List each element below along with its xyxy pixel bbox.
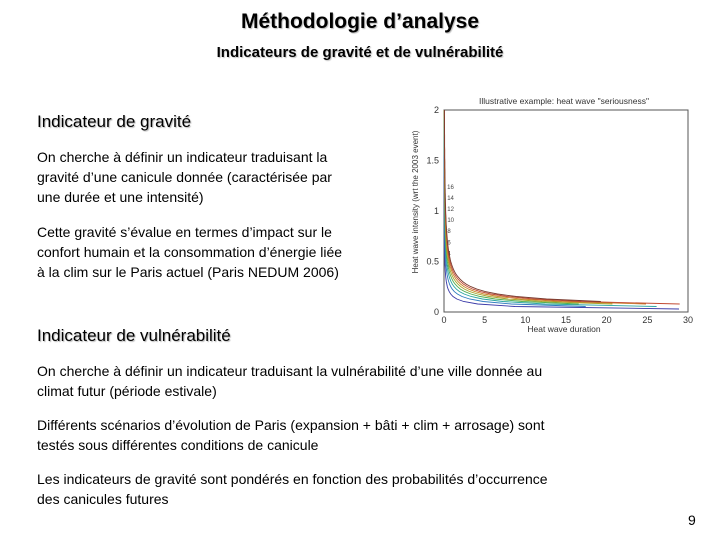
x-tick-label: 10 [520, 315, 531, 325]
contour-label: 4 [447, 251, 451, 258]
x-tick-label: 30 [682, 315, 694, 325]
contour-line [444, 110, 656, 307]
text-line: confort humain et la consommation d’énergie liée [37, 244, 343, 260]
paragraph-ponderation [37, 469, 548, 509]
text-line: des canicules futures [37, 491, 169, 507]
contour-label: 10 [447, 218, 455, 225]
x-tick-label: 20 [601, 315, 612, 325]
paragraph-gravite-definition [37, 147, 332, 207]
contour-lines [444, 110, 680, 309]
page-number: 9 [688, 512, 696, 528]
contour-label: 16 [447, 184, 454, 191]
contour-label: 14 [447, 195, 454, 202]
text-line: à la clim sur le Paris actuel (Paris NEDUM 2006) [37, 264, 339, 280]
text-line: une durée et une intensité) [37, 189, 204, 205]
x-tick-label: 25 [642, 315, 653, 325]
y-tick-label: 2 [433, 105, 439, 115]
contour-label: 6 [447, 240, 451, 247]
paragraph-scenarios [37, 415, 545, 455]
y-ticks [426, 105, 439, 317]
text-line: Différents scénarios d’évolution de Paris (expansion + bâti + clim + arrosage) sont [37, 417, 545, 433]
text-line: gravité d’une canicule donnée (caractérisée par [37, 169, 332, 185]
contour-line [444, 110, 586, 307]
contour-line [444, 110, 679, 304]
slide-subtitle: Indicateurs de gravité et de vulnérabilité [216, 44, 504, 61]
paragraph-vulnerabilite-definition [37, 361, 542, 401]
contour-line [444, 110, 646, 304]
y-axis-label: Heat wave intensity (wrt the 2003 event) [411, 130, 420, 274]
paragraph-gravite-impact [37, 222, 342, 282]
text-line: On cherche à définir un indicateur traduisant la vulnérabilité d’une ville donnée au [37, 363, 543, 379]
y-tick-label: 0 [433, 307, 439, 317]
y-tick-label: 1.5 [426, 155, 439, 166]
contour-line [444, 110, 600, 302]
chart-title: Illustrative example: heat wave "seriousness" [479, 96, 649, 106]
y-tick-label: 1 [433, 206, 439, 216]
contour-label: 2 [447, 262, 451, 269]
x-tick-label: 5 [482, 315, 488, 325]
x-tick-label: 0 [441, 315, 447, 325]
text-line: Les indicateurs de gravité sont pondérés en fonction des probabilités d’occurrence [37, 471, 548, 487]
contour-line [444, 110, 679, 309]
contour-label: 8 [447, 229, 451, 236]
text-line: climat futur (période estivale) [37, 383, 217, 399]
slide-title: Méthodologie d’analyse [240, 10, 480, 33]
contour-label: 12 [447, 207, 454, 213]
x-axis-label: Heat wave duration [527, 324, 601, 334]
y-tick-label: 0.5 [426, 256, 439, 267]
section-heading-vulnerabilite: Indicateur de vulnérabilité [37, 326, 231, 345]
contour-chart [404, 92, 700, 334]
text-line: Cette gravité s’évalue en termes d’impact sur le [37, 224, 332, 240]
contour-line [444, 110, 579, 304]
x-tick-label: 15 [560, 315, 572, 325]
figure-seriousness-chart [404, 92, 700, 334]
text-line: On cherche à définir un indicateur traduisant la [37, 149, 328, 165]
text-line: testés sous différentes conditions de canicule [37, 437, 319, 453]
contour-line [444, 110, 612, 304]
plot-frame [444, 110, 688, 312]
section-heading-gravite: Indicateur de gravité [37, 112, 192, 131]
